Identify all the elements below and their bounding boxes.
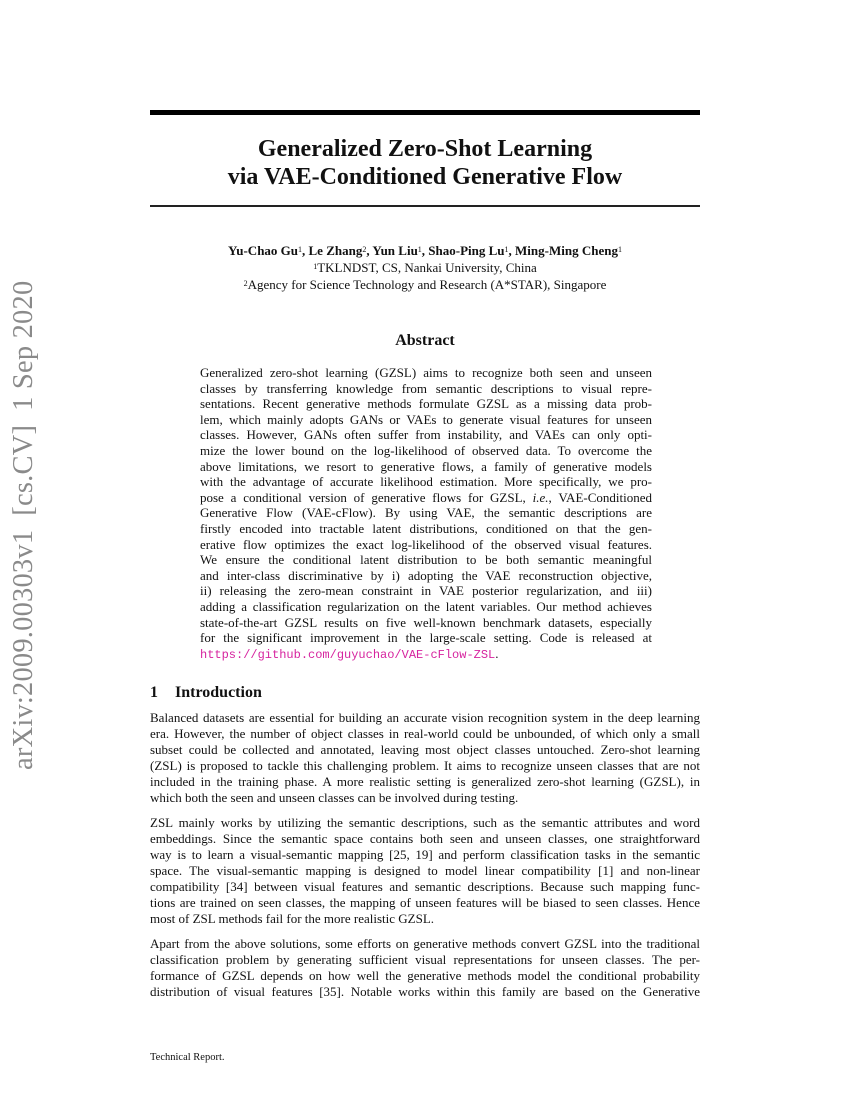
- abstract-line: and inter-class discriminative by i) adopting the VAE reconstruction objective,: [200, 567, 652, 583]
- paper-title: [150, 135, 700, 191]
- abstract-line: adding a classification regularization on the latent variables. Our method achieves: [200, 598, 652, 614]
- abstract-line: Generalized zero-shot learning (GZSL) aims to recognize both seen and unseen: [200, 365, 652, 380]
- author: Le Zhang$^2$: [308, 243, 367, 258]
- section-title: Introduction: [175, 684, 262, 701]
- author-list: Yu-Chao Gu$^1$, Le Zhang$^2$, Yun Liu$^1$, Shao-Ping Lu$^1$, Ming-Ming Cheng$^1$: [228, 243, 622, 258]
- author: Yun Liu$^1$: [372, 243, 422, 258]
- abstract-line: state-of-the-art GZSL results on five well-known benchmark datasets, especially: [200, 614, 652, 630]
- title-line-1: Generalized Zero-Shot Learning: [257, 136, 593, 162]
- abstract-line: Generative Flow (VAE-cFlow). By using VAE, the semantic descriptions are: [200, 505, 652, 521]
- abstract-line: for the significant improvement in the large-scale setting. Code is released at: [200, 630, 652, 646]
- section-number: 1: [150, 684, 158, 701]
- author: Yu-Chao Gu$^1$: [228, 243, 303, 258]
- abstract-line: with the advantage of accurate likelihood estimation. More specifically, we pro-: [200, 474, 652, 490]
- abstract-line: above limitations, we resort to generative flows, a family of generative models: [200, 458, 652, 474]
- arxiv-category: [cs.CV]: [8, 424, 39, 516]
- footer-note: Technical Report.: [150, 1052, 225, 1063]
- abstract-line: firstly encoded into tractable latent distributions, conditioned on that the gen-: [200, 520, 652, 536]
- abstract-line: lem, which mainly adopts GANs or VAEs to generate visual features for unseen: [200, 411, 652, 427]
- arxiv-date: 1 Sep 2020: [8, 280, 39, 411]
- abstract-line: We ensure the conditional latent distribution to be both semantic meaningful: [200, 552, 652, 568]
- abstract-line: erative flow optimizes the exact log-likelihood of the observed visual features.: [200, 536, 652, 552]
- abstract-line: pose a conditional version of generative flows for GZSL, i.e., VAE-Conditioned: [200, 489, 652, 505]
- title-bottom-rule: [150, 205, 700, 207]
- author: Ming-Ming Cheng$^1$: [515, 243, 622, 258]
- arxiv-stamp: [8, 280, 40, 770]
- abstract-line: https://github.com/guyuchao/VAE-cFlow-ZSL.: [200, 645, 499, 662]
- abstract-line: ii) releasing the zero-mean constraint in VAE posterior regularization, and iii): [200, 583, 652, 599]
- abstract-body: [200, 365, 652, 663]
- affiliation: $^1$TKLNDST, CS, Nankai University, China: [313, 260, 537, 275]
- author: Shao-Ping Lu$^1$: [428, 243, 509, 258]
- section-heading-introduction: [150, 684, 262, 702]
- code-link[interactable]: https://github.com/guyuchao/VAE-cFlow-ZSL: [200, 647, 496, 662]
- abstract-line: sentations. Recent generative methods formulate GZSL as a missing data prob-: [200, 396, 652, 412]
- intro-paragraph-1: Balanced datasets are essential for building an accurate vision recognition system in the deep learning era. However, the number of object classes in real-world could be unbounded, of which only a small subset could be collected and annotated, leaving most object classes untouched. Zero-shot learning (ZSL) is proposed to tackle this challenging problem. It aims to recognize unseen classes that are not included in the training phase. A more realistic setting is generalized zero-shot learning (GZSL), in which both the seen and unseen classes can be involved during testing.: [150, 710, 700, 805]
- abstract-line: classes. However, GANs often suffer from instability, and VAEs can only opti-: [200, 427, 652, 443]
- abstract-heading: Abstract: [395, 332, 455, 349]
- arxiv-id: arXiv:2009.00303v1: [8, 529, 39, 770]
- title-top-rule: [150, 110, 700, 115]
- abstract-line: mize the lower bound on the log-likelihood of observed data. To overcome the: [200, 442, 652, 458]
- affiliation: $^2$Agency for Science Technology and Research (A*STAR), Singapore: [243, 277, 607, 292]
- title-line-2: via VAE-Conditioned Generative Flow: [227, 164, 623, 190]
- intro-paragraph-2: ZSL mainly works by utilizing the semantic descriptions, such as the semantic attributes and word embeddings. Since the semantic space contains both seen and unseen classes, one straightforward way is to learn a visual-semantic mapping [25, 19] and perform classification tasks in the semantic space. The visual-semantic mapping is designed to model linear compatibility [1] and non-linear compatibility [34] between visual features and semantic descriptions. Because such mapping func- tions are trained on seen classes, the mapping of unseen features will be biased to seen classes. Hence most of ZSL methods fail for the more realistic GZSL.: [150, 815, 700, 926]
- abstract-line: classes by transferring knowledge from semantic descriptions to visual repre-: [200, 380, 652, 396]
- intro-paragraph-3: Apart from the above solutions, some efforts on generative methods convert GZSL into the traditional classification problem by generating sufficient visual representations for unseen classes. The per- formance of GZSL depends on how well the generative methods model the conditional probability distribution of visual features [35]. Notable works within this family are based on the Generative: [150, 936, 700, 999]
